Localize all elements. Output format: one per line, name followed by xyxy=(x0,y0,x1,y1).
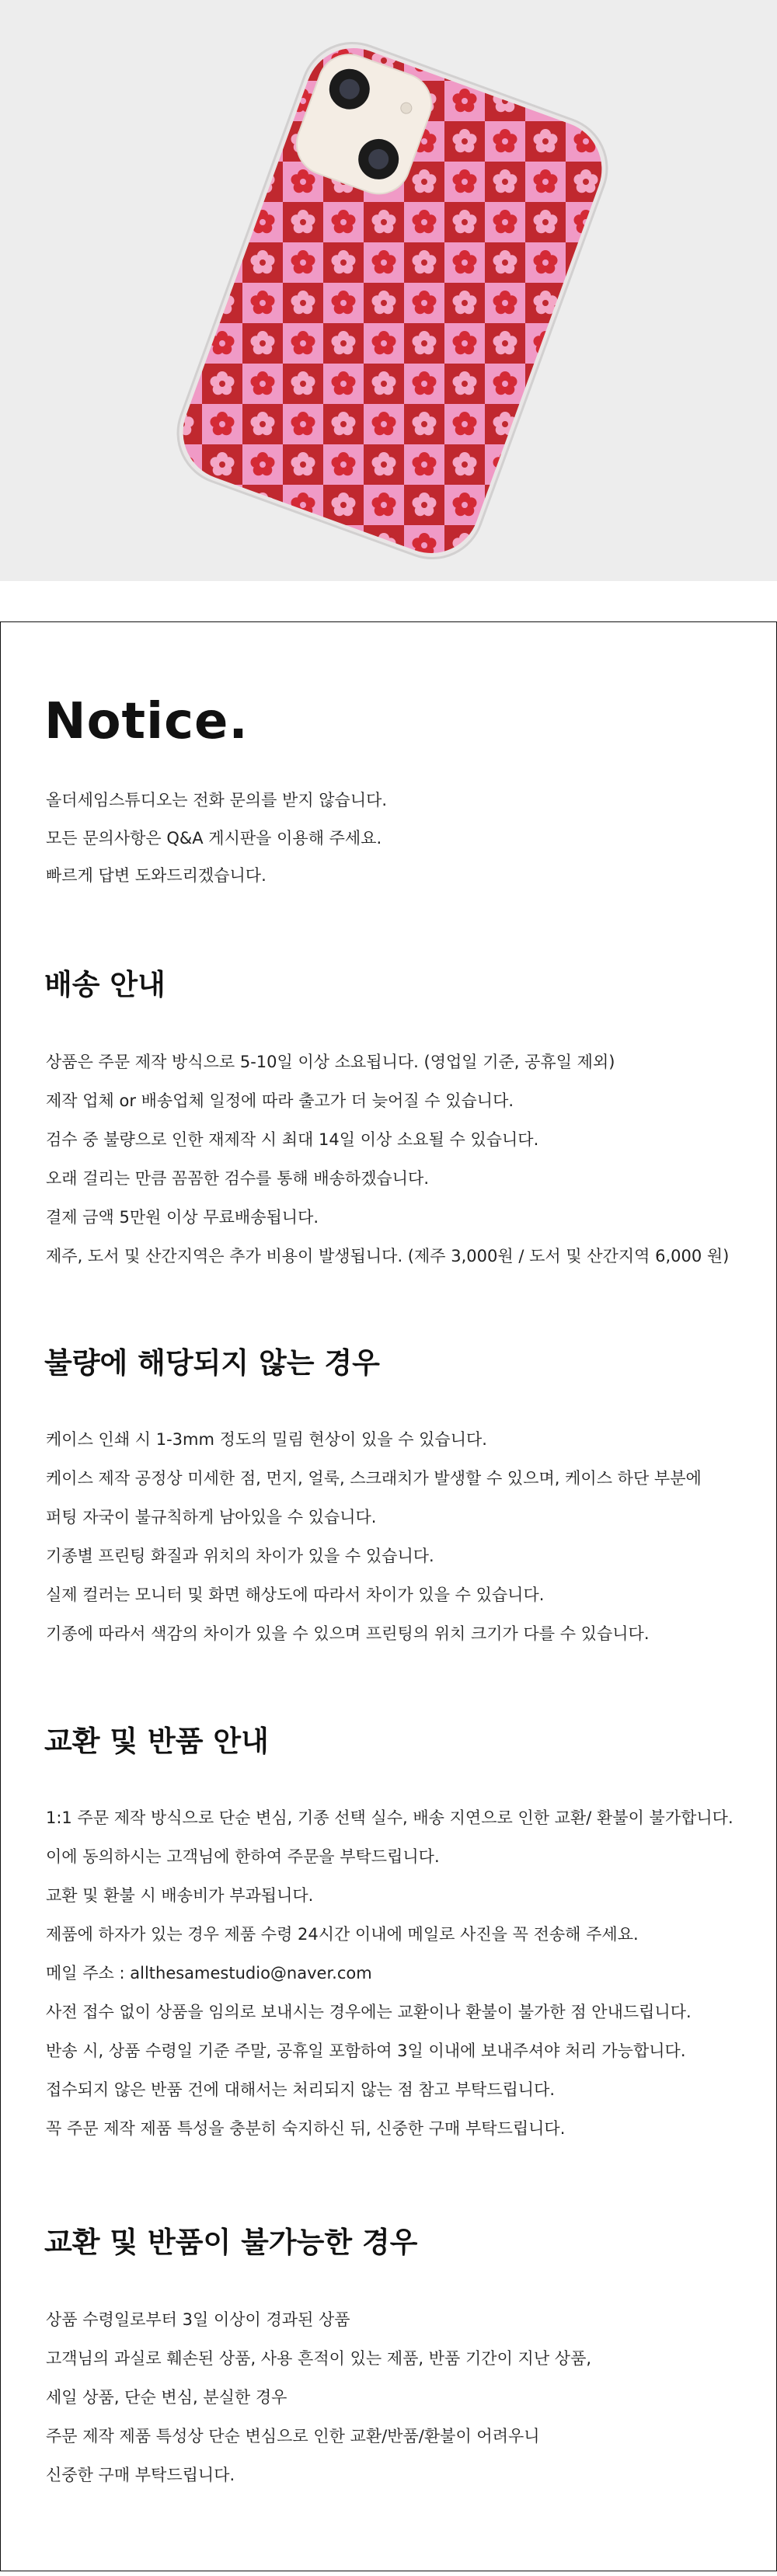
section-line: 1:1 주문 제작 방식으로 단순 변심, 기종 선택 실수, 배송 지연으로 인한 교환/ 환불이 불가합니다. xyxy=(46,1808,733,1827)
section-line: 기종에 따라서 색감의 차이가 있을 수 있으며 프린팅의 위치 크기가 다를 수 있습니다. xyxy=(46,1624,650,1643)
section-line: 상품 수령일로부터 3일 이상이 경과된 상품 xyxy=(46,2310,350,2329)
section-line: 주문 제작 제품 특성상 단순 변심으로 인한 교환/반품/환불이 어려우니 xyxy=(46,2427,540,2445)
section-line: 제품에 하자가 있는 경우 제품 수령 24시간 이내에 메일로 사진을 꼭 전송해 주세요. xyxy=(46,1925,639,1944)
section-line: 접수되지 않은 반품 건에 대해서는 처리되지 않는 점 참고 부탁드립니다. xyxy=(46,2080,556,2099)
section-line: 제주, 도서 및 산간지역은 추가 비용이 발생됩니다. (제주 3,000원 / 도서 및 산간지역 6,000 원) xyxy=(46,1247,730,1265)
section-heading-shipping: 배송 안내 xyxy=(44,968,166,1001)
section-line: 신중한 구매 부탁드립니다. xyxy=(46,2466,235,2484)
section-line: 제작 업체 or 배송업체 일정에 따라 출고가 더 늦어질 수 있습니다. xyxy=(46,1091,514,1110)
section-line: 메일 주소 : allthesamestudio@naver.com xyxy=(46,1964,372,1982)
phone-case-image xyxy=(0,0,777,581)
section-line: 퍼팅 자국이 불규칙하게 남아있을 수 있습니다. xyxy=(46,1508,377,1526)
section-line: 사전 접수 없이 상품을 임의로 보내시는 경우에는 교환이나 환불이 불가한 점 안내드립니다. xyxy=(46,2003,692,2021)
section-line: 이에 동의하시는 고객님에 한하여 주문을 부탁드립니다. xyxy=(46,1847,440,1866)
notice-box xyxy=(0,621,777,2571)
section-heading-not-defective: 불량에 해당되지 않는 경우 xyxy=(44,1346,380,1380)
section-line: 검수 중 불량으로 인한 재제작 시 최대 14일 이상 소요될 수 있습니다. xyxy=(46,1130,539,1149)
section-line: 케이스 제작 공정상 미세한 점, 먼지, 얼룩, 스크래치가 발생할 수 있으며, 케이스 하단 부분에 xyxy=(46,1469,702,1488)
section-line: 케이스 인쇄 시 1-3mm 정도의 밀림 현상이 있을 수 있습니다. xyxy=(46,1430,487,1449)
section-line: 실제 컬러는 모니터 및 화면 해상도에 따라서 차이가 있을 수 있습니다. xyxy=(46,1586,545,1604)
section-line: 상품은 주문 제작 방식으로 5-10일 이상 소요됩니다. (영업일 기준, 공휴일 제외) xyxy=(46,1053,615,1071)
product-hero xyxy=(0,0,777,581)
notice-title: Notice. xyxy=(44,693,249,750)
intro-line: 빠르게 답변 도와드리겠습니다. xyxy=(46,866,267,885)
section-line: 기종별 프린팅 화질과 위치의 차이가 있을 수 있습니다. xyxy=(46,1547,434,1565)
section-line: 교환 및 환불 시 배송비가 부과됩니다. xyxy=(46,1886,314,1905)
section-line: 결제 금액 5만원 이상 무료배송됩니다. xyxy=(46,1208,319,1227)
intro-line: 모든 문의사항은 Q&A 게시판을 이용해 주세요. xyxy=(46,829,382,848)
section-line: 반송 시, 상품 수령일 기준 주말, 공휴일 포함하여 3일 이내에 보내주셔야 처리 가능합니다. xyxy=(46,2042,686,2060)
section-line: 고객님의 과실로 훼손된 상품, 사용 흔적이 있는 제품, 반품 기간이 지난 상품, xyxy=(46,2349,592,2368)
section-line: 꼭 주문 제작 제품 특성을 충분히 숙지하신 뒤, 신중한 구매 부탁드립니다. xyxy=(46,2119,566,2138)
section-line: 세일 상품, 단순 변심, 분실한 경우 xyxy=(46,2388,287,2407)
section-heading-exchange-return: 교환 및 반품 안내 xyxy=(44,1725,269,1758)
section-heading-no-return: 교환 및 반품이 불가능한 경우 xyxy=(44,2226,418,2259)
intro-line: 올더세임스튜디오는 전화 문의를 받지 않습니다. xyxy=(46,791,388,809)
section-line: 오래 걸리는 만큼 꼼꼼한 검수를 통해 배송하겠습니다. xyxy=(46,1169,430,1188)
